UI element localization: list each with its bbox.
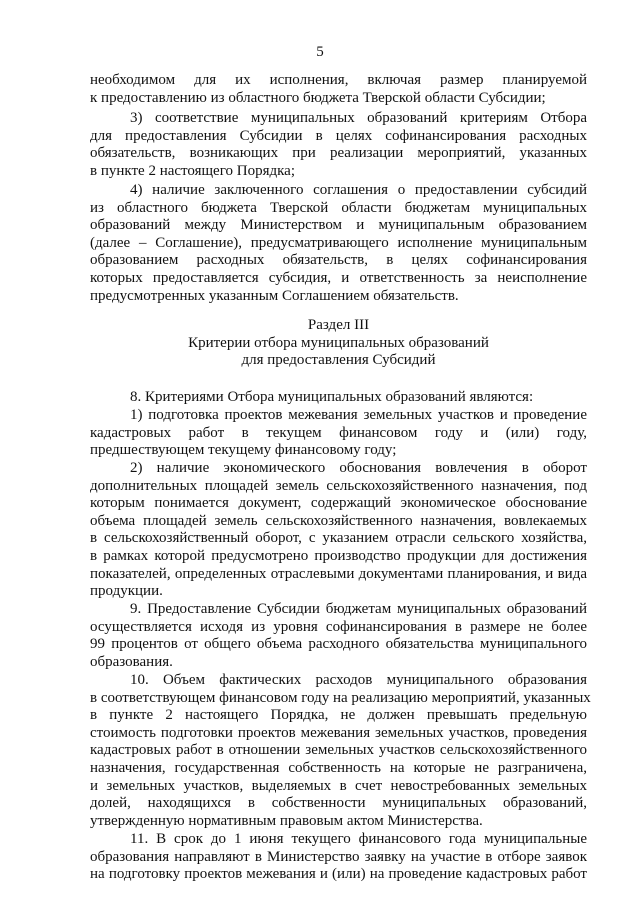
text-line: в соответствующем финансовом году на реализацию мероприятий, указанных <box>90 689 591 706</box>
text-line: продукции. <box>90 583 163 600</box>
text-line: в пункте 2 настоящего Порядка, не должен превышать предельную <box>90 707 587 724</box>
text-line: образования. <box>90 653 173 670</box>
text-line: предшествующем текущему финансовому году; <box>90 442 397 459</box>
text-line: 4) наличие заключенного соглашения о предоставлении субсидий <box>130 182 587 198</box>
text-line: 8. Критериями Отбора муниципальных образований являются: <box>130 389 534 405</box>
text-line: 2) наличие экономического обоснования вовлечения в оборот <box>130 460 587 476</box>
text-line: на подготовку проектов межевания и (или) на проведение кадастровых работ <box>90 866 587 883</box>
text-line: предусмотренных указанным Соглашением обязательств. <box>90 287 459 304</box>
paragraph-item-3 <box>90 110 587 180</box>
text-line: 99 процентов от общего объема расходного обязательства муниципального <box>90 636 587 653</box>
paragraph-item-9 <box>90 601 587 671</box>
text-line: (далее – Соглашение), предусматривающего исполнение муниципальным <box>90 234 587 251</box>
text-line: необходимом для их исполнения, включая размер планируемой <box>90 72 587 88</box>
text-line: которым понимается документ, содержащий экономическое обоснование <box>90 495 587 512</box>
page-number: 5 <box>316 44 324 60</box>
text-line: показателей, определенных отраслевыми документами планирования, и вида <box>90 565 587 582</box>
text-line: дополнительных площадей земель сельскохозяйственного назначения, под <box>90 477 587 494</box>
text-line: утвержденную нормативным правовым актом Министерства. <box>90 812 483 829</box>
paragraph-item-8 <box>90 389 587 407</box>
text-line: для предоставления Субсидии в целях софинансирования расходных <box>90 127 587 144</box>
text-line: осуществляется исходя из уровня софинансирования в размере не более <box>90 618 587 635</box>
text-line: 9. Предоставление Субсидии бюджетам муниципальных образований <box>130 601 587 617</box>
section-subtitle-line: Критерии отбора муниципальных образований <box>188 334 489 351</box>
section-title: Раздел III <box>307 317 370 333</box>
text-line: стоимость подготовки проектов межевания земельных участков, проведения <box>90 724 587 741</box>
text-line: 3) соответствие муниципальных образований критериям Отбора <box>130 110 587 126</box>
paragraph-criterion-2 <box>90 460 587 601</box>
text-line: 1) подготовка проектов межевания земельных участков и проведение <box>130 407 587 423</box>
text-line: 11. В срок до 1 июня текущего финансового года муниципальные <box>130 831 587 847</box>
text-line: из областного бюджета Тверской области бюджетам муниципальных <box>90 199 587 216</box>
text-line: в рамках которой предусмотрено производство продукции для достижения <box>90 547 587 564</box>
section-heading <box>90 317 587 370</box>
text-line: назначения, государственная собственность на которые не разграничена, <box>90 759 587 776</box>
paragraph-item-4 <box>90 182 587 305</box>
text-line: в пункте 2 настоящего Порядка; <box>90 162 295 179</box>
text-line: образования направляют в Министерство заявку на участие в отборе заявок <box>90 848 587 865</box>
paragraph-item-10 <box>90 672 591 830</box>
text-line: и земельных участков, выделяемых в счет невостребованных земельных <box>90 777 587 794</box>
text-line: долей, находящихся в собственности муниципальных образований, <box>90 795 587 812</box>
text-line: обязательств, возникающих при реализации мероприятий, указанных <box>90 145 587 162</box>
text-line: кадастровых работ в текущем финансовом году и (или) году, <box>90 424 587 441</box>
text-line: кадастровых работ в отношении земельных участков сельскохозяйственного <box>90 742 587 759</box>
text-line: образований между Министерством и муниципальным образованием <box>90 217 587 234</box>
section-subtitle-line: для предоставления Субсидий <box>241 352 436 369</box>
paragraph-item-11 <box>90 831 587 884</box>
text-line: образованием расходных обязательств, в целях софинансирования <box>90 252 587 269</box>
text-line: которых предоставляется субсидия, и ответственность за неисполнение <box>90 269 587 286</box>
paragraph-continuation <box>90 72 587 107</box>
text-line: объема площадей земель сельскохозяйственного назначения, вовлекаемых <box>90 512 587 529</box>
text-line: 10. Объем фактических расходов муниципального образования <box>130 672 587 688</box>
text-line: в сельскохозяйственный оборот, с указанием отрасли сельского хозяйства, <box>90 530 587 547</box>
paragraph-criterion-1 <box>90 407 587 460</box>
text-line: к предоставлению из областного бюджета Тверской области Субсидии; <box>90 89 546 106</box>
